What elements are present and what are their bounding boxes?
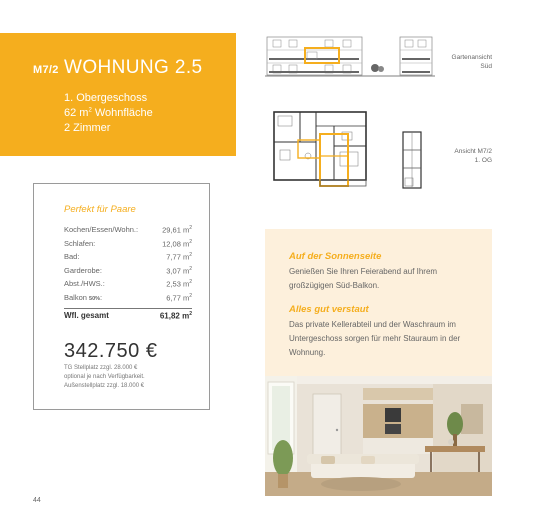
- garden-facade-drawing: [265, 31, 435, 81]
- parking-notes: TG Stellplatz zzgl. 28.000 € optional je nach Verfügbarkeit. Außenstellplatz zzgl. 18.000 €: [64, 365, 145, 389]
- area-row: Abst./HWS.: 2,53 $m^2$: [64, 279, 192, 289]
- feature-text-storage: Das private Kellerabteil und der Waschraum im Untergeschoss sorgen für mehr Stauraum in der Wohnung.: [289, 320, 461, 357]
- facade-caption: Gartenansicht Süd: [451, 54, 492, 70]
- area-row: Balkon 50%: 6,77 $m^2$: [64, 292, 192, 303]
- building-key-plan: [400, 130, 424, 192]
- area-summary-card: [33, 183, 210, 410]
- area-row: Schlafen: 12,08 $m^2$: [64, 238, 192, 249]
- feature-heading-storage: Alles gut verstaut: [289, 304, 369, 315]
- page-number: 44: [33, 497, 41, 504]
- feature-heading-sunny: Auf der Sonnenseite: [289, 251, 382, 262]
- area-row: Bad: 7,77 $m^2$: [64, 252, 192, 262]
- apartment-title: WOHNUNG 2.5: [64, 57, 203, 78]
- floor-plan-drawing: [270, 106, 370, 191]
- area-row: Garderobe: 3,07 $m^2$: [64, 265, 192, 276]
- living-area-label: 62 $m^2$ Wohnfläche: [64, 107, 153, 119]
- building-code: M7/2: [33, 64, 59, 76]
- area-table: [64, 225, 192, 325]
- interior-photo: [265, 376, 492, 496]
- plan-caption: Ansicht M7/2 1. OG: [454, 148, 492, 164]
- card-heading: Perfekt für Paare: [64, 204, 136, 215]
- rooms-label: 2 Zimmer: [64, 122, 111, 134]
- floor-label: 1. Obergeschoss: [64, 92, 148, 104]
- features-box: [265, 229, 492, 376]
- apartment-title-banner: [0, 33, 236, 156]
- area-row: Kochen/Essen/Wohn.: 29,61 $m^2$: [64, 225, 192, 235]
- price: 342.750 €: [64, 340, 158, 362]
- total-divider: [64, 308, 192, 309]
- total-row: Wfl. gesamt 61,82 $m^2$: [64, 310, 192, 321]
- feature-text-sunny: Genießen Sie Ihren Feierabend auf Ihrem großzügigen Süd-Balkon.: [289, 267, 438, 290]
